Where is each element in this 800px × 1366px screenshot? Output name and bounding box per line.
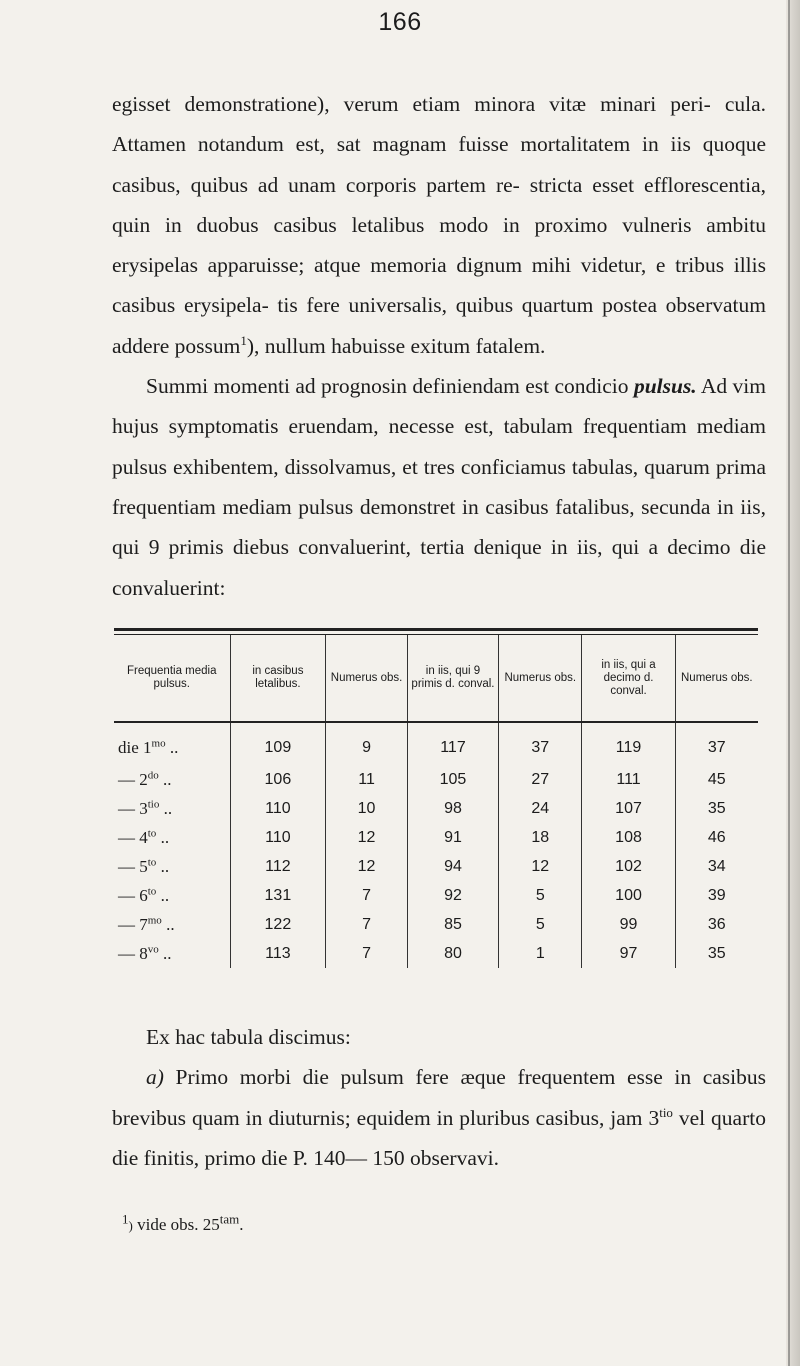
cell: 110 (230, 794, 326, 823)
paragraph-2-text-a: Summi momenti ad prognosin definiendam est condicio (146, 374, 629, 399)
cell: 46 (675, 823, 758, 852)
header-numerus-1: Numerus obs. (326, 635, 408, 722)
cell: 35 (675, 794, 758, 823)
cell: 5 (499, 881, 582, 910)
footnote: $^1$) vide obs. $25^{tam}$. (122, 1211, 244, 1234)
cell: 112 (230, 852, 326, 881)
cell: 36 (675, 910, 758, 939)
cell: 100 (582, 881, 675, 910)
table-top-rule (114, 628, 758, 631)
paragraph-3 (112, 1017, 766, 1178)
paragraph-3-item-a: Primo morbi die pulsum fere æque frequentem esse in casibus brevibus quam in diuturnis; equidem in pluribus casibus, jam 3 (112, 1065, 766, 1130)
table-row (114, 881, 758, 910)
table-row (114, 765, 758, 794)
header-a-decimo: in iis, qui a decimo d. conval. (582, 635, 675, 722)
header-numerus-3: Numerus obs. (675, 635, 758, 722)
footnote-sup: tam (219, 1211, 240, 1227)
cell: 37 (499, 722, 582, 765)
paragraph-1-end-a: possum (174, 333, 241, 358)
row-label: — $7^{mo}$ .. (118, 913, 175, 934)
header-letalibus: in casibus letalibus. (230, 635, 326, 722)
row-label: die $1^{mo}$ .. (118, 737, 179, 757)
cell: 11 (326, 765, 408, 794)
cell: 45 (675, 765, 758, 794)
cell: 10 (326, 794, 408, 823)
paragraph-1-end-b: ), nullum habuisse exitum fatalem. (246, 333, 546, 358)
cell: 9 (326, 722, 408, 765)
cell: 18 (499, 823, 582, 852)
cell: 7 (326, 910, 408, 939)
row-label: — $2^{do}$ .. (118, 768, 172, 789)
cell: 117 (407, 722, 498, 765)
table-row (114, 722, 758, 765)
paragraph-3-item (112, 1057, 766, 1178)
row-label: — $6^{to}$ .. (118, 884, 170, 905)
paragraph-1 (112, 84, 766, 608)
table (114, 635, 758, 968)
cell: 7 (326, 939, 408, 968)
paragraph-1-text: egisset demonstratione), verum etiam minora vitæ minari peri- cula. Attamen notandum est, sat magnam fuisse mortalitatem in iis quoque casibus, quibus ad unam corporis partem re- stricta esset efflorescentia, quin in duobus casibus letalibus modo in proximo vulneris ambitu erysipelas apparuisse; atque memoria dignum mihi videtur, e tribus illis casibus erysipela- tis fere universalis, quibus quartum postea observatum addere (112, 92, 766, 358)
cell: 111 (582, 765, 675, 794)
cell: 35 (675, 939, 758, 968)
row-label: — $3^{tio}$ .. (118, 797, 173, 818)
cell: 34 (675, 852, 758, 881)
cell: 102 (582, 852, 675, 881)
cell: 107 (582, 794, 675, 823)
footnote-text-a: vide obs. 25 (132, 1215, 220, 1234)
header-numerus-2: Numerus obs. (499, 635, 582, 722)
cell: 1 (499, 939, 582, 968)
table-row (114, 939, 758, 968)
cell: 106 (230, 765, 326, 794)
footnote-reference: 1 (240, 332, 247, 348)
cell: 92 (407, 881, 498, 910)
header-9-primis: in iis, qui 9 primis d. conval. (407, 635, 498, 722)
cell: 98 (407, 794, 498, 823)
cell: 12 (499, 852, 582, 881)
paragraph-3-sup: tio (659, 1104, 673, 1120)
cell: 94 (407, 852, 498, 881)
cell: 122 (230, 910, 326, 939)
cell: 24 (499, 794, 582, 823)
cell: 97 (582, 939, 675, 968)
row-label: — $5^{to}$ .. (118, 855, 170, 876)
cell: 113 (230, 939, 326, 968)
cell: 12 (326, 852, 408, 881)
pulse-frequency-table (114, 628, 758, 968)
paragraph-2 (112, 366, 766, 608)
cell: 99 (582, 910, 675, 939)
paragraph-2-text-b: Ad vim hujus symptomatis eruendam, necesse est, tabulam frequentiam mediam pulsus exhibentem, dissolvamus, et tres conficiamus tabulas, quarum prima frequentiam mediam pulsus demonstret in casibus fatalibus, secunda in iis, qui 9 primis diebus convaluerint, tertia denique in iis, qui a decimo die convaluerint: (112, 374, 766, 600)
cell: 12 (326, 823, 408, 852)
page-number: 166 (378, 8, 422, 36)
cell: 119 (582, 722, 675, 765)
footnote-text-b: . (239, 1215, 244, 1234)
cell: 105 (407, 765, 498, 794)
paragraph-3-intro: Ex hac tabula discimus: (146, 1025, 351, 1049)
cell: 109 (230, 722, 326, 765)
cell: 91 (407, 823, 498, 852)
cell: 85 (407, 910, 498, 939)
row-label: — $4^{to}$ .. (118, 826, 170, 847)
header-frequentia: Frequentia media pulsus. (114, 635, 230, 722)
row-label: — $8^{vo}$ .. (118, 942, 172, 963)
cell: 110 (230, 823, 326, 852)
cell: 108 (582, 823, 675, 852)
footnote-mark: 1 (122, 1211, 129, 1227)
cell: 131 (230, 881, 326, 910)
cell: 27 (499, 765, 582, 794)
item-label: a) (146, 1065, 164, 1090)
table-row (114, 823, 758, 852)
cell: 7 (326, 881, 408, 910)
page-edge-line (788, 0, 790, 1366)
cell: 37 (675, 722, 758, 765)
table-row (114, 794, 758, 823)
cell: 39 (675, 881, 758, 910)
table-header-row (114, 635, 758, 722)
table-row (114, 852, 758, 881)
table-row (114, 910, 758, 939)
cell: 5 (499, 910, 582, 939)
cell: 80 (407, 939, 498, 968)
paragraph-3-item-b: vel quarto die finitis, primo die P. 140— 150 observavi. (112, 1105, 766, 1170)
paragraph-2-italic: pulsus. (633, 374, 697, 399)
